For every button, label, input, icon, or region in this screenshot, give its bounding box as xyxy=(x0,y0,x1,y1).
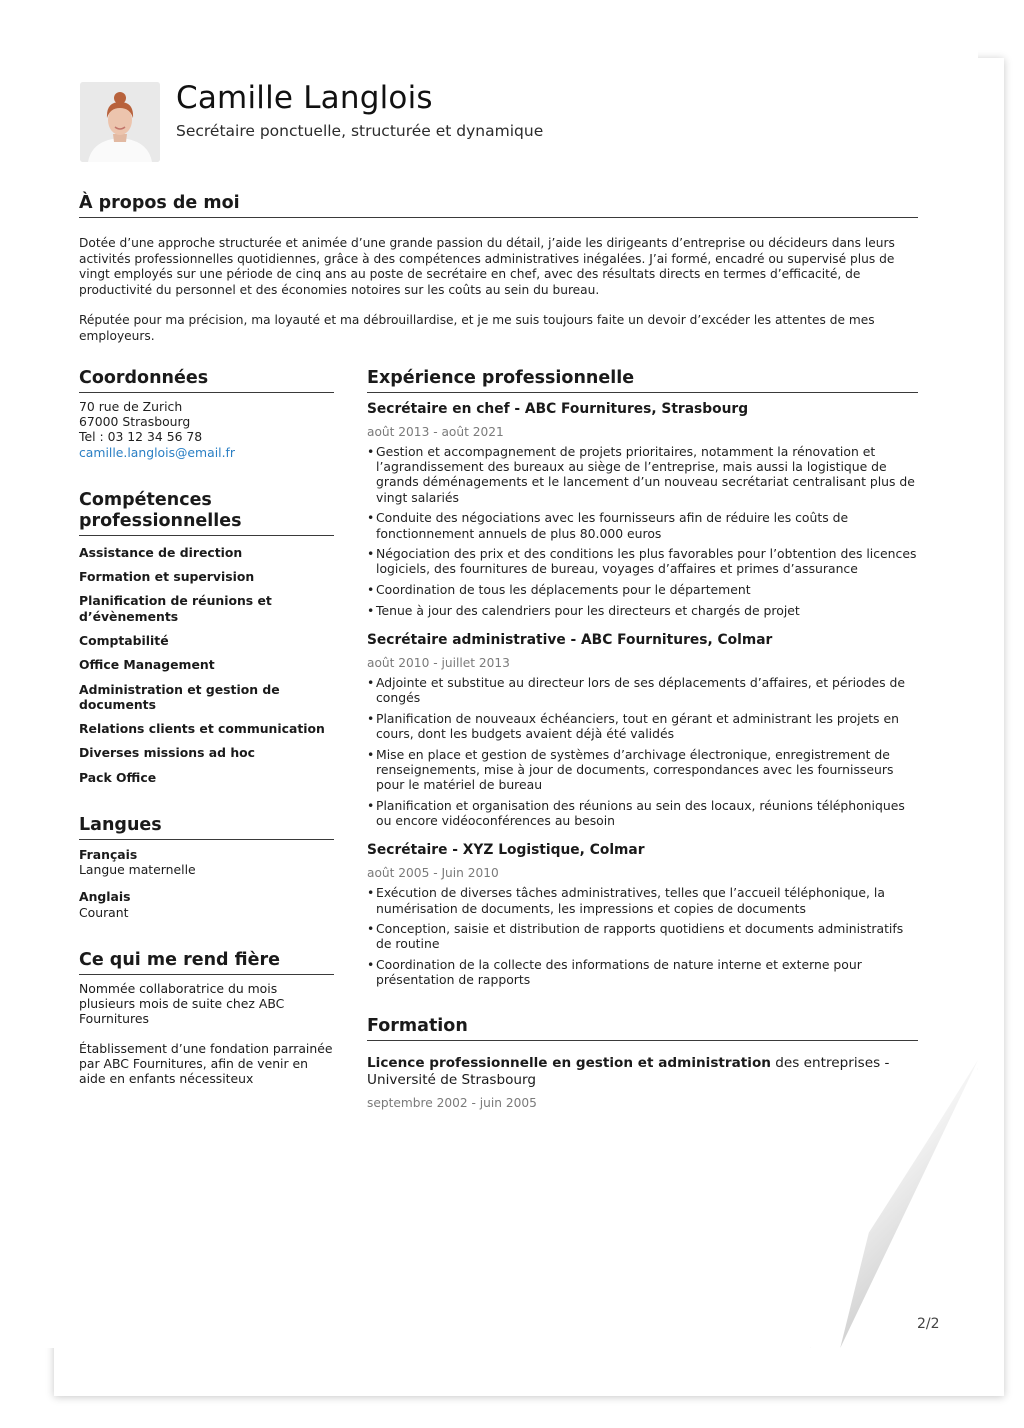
experience-title: Expérience professionnelle xyxy=(367,368,918,393)
degree-title xyxy=(367,1055,918,1089)
job-bullet: • Coordination de la collecte des informations de nature interne et externe pour présentation de rapports xyxy=(367,957,918,987)
job-bullet: • Conception, saisie et distribution de rapports quotidiens et documents administratifs de routine xyxy=(367,921,918,951)
job-dates: août 2010 - juillet 2013 xyxy=(367,656,510,671)
skill-item: Diverses missions ad hoc xyxy=(79,745,255,761)
languages-section xyxy=(79,815,334,920)
skill-item: Comptabilité xyxy=(79,633,169,648)
job-entry xyxy=(367,401,918,618)
degree-title-bold: Licence professionnelle en gestion et administration xyxy=(367,1054,771,1071)
language-name: Anglais xyxy=(79,889,131,905)
about-paragraph: Dotée d’une approche structurée et animée d’une grande passion du détail, j’aide les dirigeants d’entreprise ou décideurs dans leurs activités professionnelles quotidiennes, grâce à des compétences administratives inégalées. J’ai formé, encadré ou supervisé plus de vingt employés sur une période de cinq ans au poste de secrétaire en chef, avec des résultats directs en termes d’efficacité, de productivité du personnel et des économies notoires sur les coûts au sein du bureau. xyxy=(79,236,895,297)
job-title: Secrétaire administrative - ABC Fournitures, Colmar xyxy=(367,632,773,649)
skill-item: Relations clients et communication xyxy=(79,721,325,737)
right-column xyxy=(367,368,918,1111)
job-bullets xyxy=(367,885,918,987)
language-level: Courant xyxy=(79,904,129,920)
skill-item: Assistance de direction xyxy=(79,544,243,560)
degree-title-rest: des entreprises - Université de Strasbourg xyxy=(367,1054,890,1088)
skill-item: Administration et gestion de documents xyxy=(79,681,280,712)
contact-street: 70 rue de Zurich xyxy=(79,399,183,414)
job-bullet: • Planification et organisation des réunions au sein des locaux, réunions téléphoniques ou encore vidéoconférences au besoin xyxy=(367,798,918,828)
job-dates: août 2013 - août 2021 xyxy=(367,425,504,439)
skills-title: Compétences professionnelles xyxy=(79,490,334,536)
contact-phone: Tel : 03 12 34 56 78 xyxy=(79,429,203,445)
contact-section xyxy=(79,368,334,460)
pride-item: Nommée collaboratrice du mois plusieurs mois de suite chez ABC Fournitures xyxy=(79,980,285,1027)
formation-title: Formation xyxy=(367,1016,918,1041)
job-dates: août 2005 - Juin 2010 xyxy=(367,866,499,881)
job-bullet: • Conduite des négociations avec les fournisseurs afin de réduire les coûts de fonctionnement annuels de plus 80.000 euros xyxy=(367,510,918,540)
contact-title: Coordonnées xyxy=(79,368,334,393)
formation-section xyxy=(367,1016,918,1111)
skills-section xyxy=(79,490,334,785)
about-paragraph: Réputée pour ma précision, ma loyauté et ma débrouillardise, et je me suis toujours faite un devoir d’excéder les attentes de mes employeurs. xyxy=(79,313,875,343)
job-entry xyxy=(367,842,918,987)
job-bullet: • Coordination de tous les déplacements pour le département xyxy=(367,582,918,597)
contact-email-link[interactable]: camille.langlois@email.fr xyxy=(79,444,235,460)
candidate-subtitle: Secrétaire ponctuelle, structurée et dynamique xyxy=(176,122,544,140)
about-title: À propos de moi xyxy=(79,193,918,218)
about-section xyxy=(79,193,918,344)
languages-title: Langues xyxy=(79,815,334,840)
skill-item: Planification de réunions et d’évènements xyxy=(79,593,272,624)
pride-title: Ce qui me rend fière xyxy=(79,950,334,975)
job-bullet: • Gestion et accompagnement de projets prioritaires, notamment la rénovation et l’agrandissement des bureaux au siège de l’entreprise, mais aussi la logistique de grands déménagements et le lancement d’un nouveau secrétariat centralisant plus de vingt salariés xyxy=(367,444,918,505)
job-entry xyxy=(367,632,918,828)
skill-item: Pack Office xyxy=(79,769,157,785)
skill-item: Formation et supervision xyxy=(79,569,255,585)
job-bullet: • Négociation des prix et des conditions les plus favorables pour l’obtention des licences logiciels, des fournitures de bureau, voyages d’affaires et primes d’assurance xyxy=(367,546,918,576)
job-title: Secrétaire en chef - ABC Fournitures, Strasbourg xyxy=(367,401,749,417)
page-number: 2/2 xyxy=(917,1316,940,1332)
profile-photo xyxy=(80,82,160,162)
job-bullet: • Adjointe et substitue au directeur lors de ses déplacements d’affaires, et périodes de congés xyxy=(367,675,918,705)
contact-city: 67000 Strasbourg xyxy=(79,414,191,430)
job-bullet: • Planification de nouveaux échéanciers, tout en gérant et administrant les projets en cours, dont les budgets avaient déjà été validés xyxy=(367,711,918,741)
left-column xyxy=(79,368,334,1116)
job-bullets xyxy=(367,444,918,618)
job-bullet: • Mise en place et gestion de systèmes d’archivage électronique, enregistrement de renseignements, mise à jour de documents, correspondances avec les fournisseurs pour le matériel de bureau xyxy=(367,747,918,793)
pride-section xyxy=(79,950,334,1086)
language-name: Français xyxy=(79,847,138,863)
candidate-name: Camille Langlois xyxy=(176,80,433,116)
language-level: Langue maternelle xyxy=(79,862,196,878)
skill-item: Office Management xyxy=(79,657,215,673)
job-title: Secrétaire - XYZ Logistique, Colmar xyxy=(367,842,645,859)
pride-item: Établissement d’une fondation parrainée par ABC Fournitures, afin de venir en aide en enfants nécessiteux xyxy=(79,1040,333,1086)
job-bullet: • Exécution de diverses tâches administratives, telles que l’accueil téléphonique, la numérisation de documents, les impressions et copies de documents xyxy=(367,885,918,915)
degree-dates: septembre 2002 - juin 2005 xyxy=(367,1095,537,1110)
job-bullet: • Tenue à jour des calendriers pour les directeurs et chargés de projet xyxy=(367,603,918,618)
job-bullets xyxy=(367,675,918,828)
